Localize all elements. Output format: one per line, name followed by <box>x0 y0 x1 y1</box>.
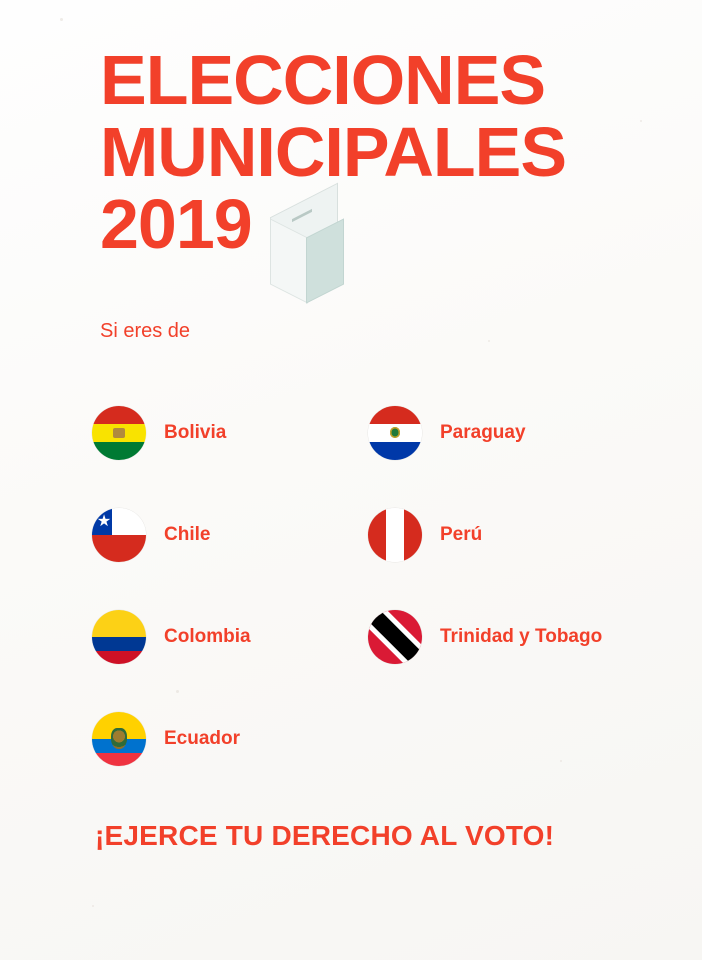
headline-line-2: MUNICIPALES <box>100 112 567 191</box>
country-name: Chile <box>164 524 211 545</box>
list-item <box>92 586 251 688</box>
country-name: Paraguay <box>440 422 526 443</box>
flag-chile-icon: ★ <box>92 508 146 562</box>
list-item <box>368 382 602 484</box>
list-item <box>368 484 602 586</box>
paper-speck <box>60 18 63 21</box>
country-column-left <box>92 382 251 790</box>
flag-bolivia-icon <box>92 406 146 460</box>
country-name: Colombia <box>164 626 251 647</box>
list-item <box>92 484 251 586</box>
list-item <box>92 382 251 484</box>
paper-speck <box>92 905 94 907</box>
list-item <box>368 586 602 688</box>
subtitle: Si eres de <box>100 320 191 342</box>
flag-paraguay-icon <box>368 406 422 460</box>
flag-peru-icon <box>368 508 422 562</box>
ballot-box-icon <box>262 192 354 304</box>
paper-speck <box>560 760 562 762</box>
country-name: Bolivia <box>164 422 227 443</box>
flag-trinidad-y-tobago-icon <box>368 610 422 664</box>
country-column-right <box>368 382 602 688</box>
headline-line-3: 2019 <box>100 184 252 263</box>
country-name: Ecuador <box>164 728 241 749</box>
flag-ecuador-icon <box>92 712 146 766</box>
call-to-action-slogan: ¡EJERCE TU DERECHO AL VOTO! <box>95 820 555 851</box>
flag-colombia-icon <box>92 610 146 664</box>
country-name: Trinidad y Tobago <box>440 626 603 647</box>
country-name: Perú <box>440 524 483 545</box>
headline-line-1: ELECCIONES <box>100 41 546 119</box>
page-title <box>100 41 680 263</box>
paper-speck <box>488 340 490 342</box>
list-item <box>92 688 251 790</box>
